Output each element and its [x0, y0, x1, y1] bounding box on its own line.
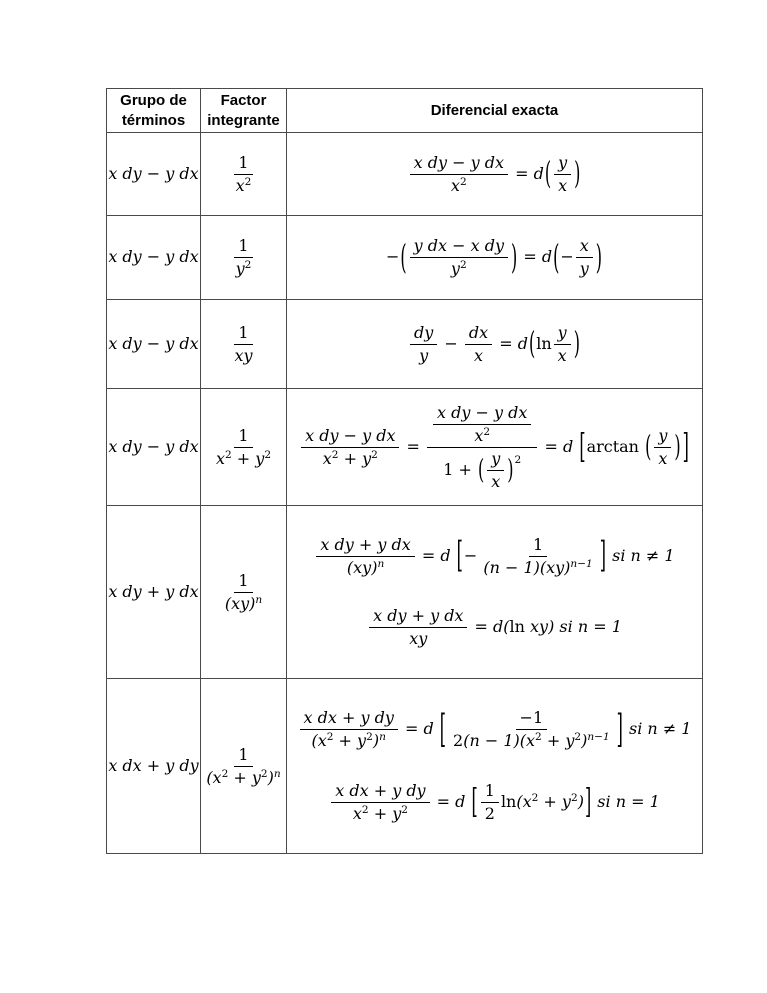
math-text: x: [558, 175, 568, 195]
math-delimiter: [: [579, 426, 586, 466]
math-text: x dx + y dy: [335, 780, 426, 800]
math-superscript: 2: [326, 731, 334, 744]
math-text-upright: 1: [238, 570, 249, 590]
math-text: −: [463, 545, 478, 565]
math-text-upright: 1: [532, 534, 544, 554]
fraction-denominator: [654, 448, 671, 469]
math-text-upright: 1: [238, 744, 249, 764]
differential-cell: [287, 679, 703, 854]
math-delimiter: ): [595, 236, 603, 277]
math-superscript: 2: [570, 791, 578, 804]
math-fraction: [576, 236, 593, 279]
fraction-numerator: [554, 323, 571, 345]
math-text: x dy + y dx: [373, 606, 464, 626]
math-text: x dx + y dy: [303, 708, 394, 728]
math-text: y: [579, 259, 589, 278]
factor-cell: [201, 300, 287, 389]
math-text: + y: [231, 448, 265, 468]
math-text: ): [372, 731, 380, 751]
math-fraction: [316, 535, 414, 578]
fraction-numerator: [481, 781, 499, 803]
math-delimiter: ): [674, 429, 681, 464]
math-text: = d: [509, 163, 544, 183]
math-text: dy: [414, 322, 434, 342]
differential-cell: [287, 506, 703, 679]
math-text: y: [658, 425, 668, 445]
group-cell: [107, 389, 201, 506]
math-formula: [108, 334, 198, 355]
math-fraction: [433, 403, 531, 446]
fraction-numerator: [234, 323, 252, 345]
math-superscript: n−1: [570, 557, 593, 570]
math-text-upright: ln: [509, 617, 525, 637]
math-fraction: [554, 153, 571, 196]
math-formula: [228, 323, 258, 366]
fraction-denominator: [447, 258, 471, 279]
math-fraction: [331, 781, 429, 824]
math-text: xy: [234, 345, 253, 365]
math-delimiter: [: [456, 534, 463, 576]
math-fraction: [554, 323, 571, 366]
group-cell: [107, 506, 201, 679]
math-formula: [108, 247, 198, 268]
math-text: x dy − y dx: [437, 402, 528, 422]
math-formula: [408, 153, 582, 196]
math-fraction: [449, 708, 614, 751]
math-text: = d: [518, 247, 553, 266]
differential-cell: [287, 216, 703, 300]
math-text: = d: [494, 333, 528, 353]
math-superscript: 2: [535, 731, 542, 744]
math-fraction: [410, 323, 437, 366]
math-text: (x: [516, 791, 532, 811]
group-cell: [107, 679, 201, 854]
math-text: y dx − x dy: [413, 236, 504, 255]
math-text: y: [450, 259, 460, 278]
math-delimiter: ]: [584, 781, 592, 822]
fraction-numerator: [554, 153, 571, 175]
math-superscript: n−1: [587, 731, 610, 744]
math-delimiter: ]: [616, 705, 623, 752]
column-header-diferencial-exacta: Diferencial exacta: [287, 89, 703, 133]
math-text-upright: 1: [443, 459, 454, 479]
fraction-numerator: [331, 781, 429, 803]
math-formula: [230, 153, 258, 196]
math-text: ): [577, 791, 584, 811]
fraction-numerator: [301, 426, 399, 448]
math-text: x: [474, 345, 484, 365]
math-superscript: 2: [260, 767, 268, 780]
math-delimiter: ): [573, 325, 580, 362]
math-superscript: n: [255, 593, 263, 606]
math-delimiter: (: [400, 236, 407, 277]
math-text-upright: ln: [536, 333, 552, 353]
math-superscript: 2: [331, 448, 339, 461]
integrating-factors-table: [106, 88, 703, 854]
math-text: −: [439, 333, 463, 353]
math-text: xy: [409, 629, 428, 649]
math-text: (xy): [224, 593, 256, 613]
math-text: + y: [368, 803, 402, 823]
differential-cell: [287, 300, 703, 389]
math-text: x: [215, 448, 225, 468]
fraction-denominator: [221, 593, 266, 614]
math-text: x dy − y dx: [108, 333, 199, 353]
math-text-upright: 1: [238, 152, 249, 172]
fraction-denominator: [479, 557, 596, 578]
math-formula: [314, 535, 674, 578]
group-cell: [107, 300, 201, 389]
fraction-denominator: [447, 175, 471, 196]
math-text: (x: [311, 731, 327, 751]
math-fraction: [300, 708, 398, 751]
math-fraction: [410, 153, 508, 196]
math-delimiter: ): [574, 155, 581, 192]
math-text: y: [235, 259, 245, 278]
math-text: = d(: [469, 617, 510, 637]
factor-cell: [201, 389, 287, 506]
math-fraction: [232, 236, 256, 279]
math-text: x: [658, 448, 668, 468]
math-text-upright: 2: [484, 803, 495, 823]
fraction-numerator: [300, 708, 398, 730]
math-text: (x: [206, 767, 222, 787]
math-superscript: 2: [244, 175, 252, 188]
math-fraction: [487, 449, 504, 492]
group-cell: [107, 216, 201, 300]
factor-cell: [201, 216, 287, 300]
math-delimiter: (: [645, 429, 652, 464]
math-delimiter: ): [507, 453, 514, 486]
math-delimiter: (: [553, 236, 560, 277]
math-text-upright: 1: [238, 236, 249, 255]
math-superscript: n: [273, 767, 281, 780]
differential-cell: [287, 389, 703, 506]
math-text: x: [579, 236, 589, 255]
math-text: x: [491, 471, 501, 491]
math-text: ): [267, 767, 274, 787]
column-header-grupo-de-terminos: Grupo de términos: [107, 89, 201, 133]
math-superscript: 2: [514, 453, 522, 466]
math-text-upright: 1: [238, 322, 249, 342]
math-fraction: [232, 153, 256, 196]
fraction-numerator: [410, 153, 508, 175]
fraction-denominator: [576, 258, 593, 279]
fraction-numerator: [316, 535, 414, 557]
math-superscript: 2: [221, 767, 229, 780]
math-text: =: [401, 436, 426, 456]
math-text: = d: [539, 436, 579, 456]
math-superscript: 2: [459, 175, 467, 188]
math-formula: [386, 236, 603, 279]
math-superscript: 2: [483, 425, 491, 438]
math-text: ): [581, 731, 588, 751]
fraction-denominator: [405, 628, 431, 649]
math-text: x: [557, 345, 567, 365]
math-fraction: [481, 781, 499, 824]
math-text: x: [474, 425, 484, 445]
math-superscript: 2: [224, 448, 232, 461]
math-superscript: 2: [531, 791, 539, 804]
math-superscript: 2: [574, 731, 582, 744]
math-text: x dy − y dx: [413, 152, 504, 172]
column-header-factor-integrante: Factor integrante: [201, 89, 287, 133]
math-text-upright: 2: [453, 731, 464, 751]
math-text: x dy + y dx: [320, 534, 411, 554]
math-text: + y: [338, 448, 372, 468]
math-fraction: [369, 606, 467, 649]
math-formula: [298, 705, 692, 752]
fraction-denominator: [307, 730, 389, 751]
math-text: y: [558, 152, 568, 172]
math-superscript: 2: [401, 803, 408, 816]
math-text: x: [235, 175, 245, 195]
math-text-upright: 1: [238, 425, 249, 445]
fraction-numerator: [529, 535, 547, 557]
math-delimiter: ): [510, 236, 518, 277]
math-text: + y: [228, 767, 261, 787]
fraction-denominator: [319, 448, 382, 469]
factor-cell: [201, 679, 287, 854]
math-superscript: 2: [361, 803, 369, 816]
fraction-numerator: [487, 449, 504, 471]
math-text: y: [491, 448, 501, 468]
math-fraction: [465, 323, 492, 366]
math-superscript: 2: [459, 259, 467, 272]
fraction-denominator: [439, 448, 525, 492]
fraction-numerator: [516, 708, 548, 730]
fraction-denominator: [449, 730, 614, 751]
math-text: x dy − y dx: [108, 436, 199, 456]
math-text: x dy − y dx: [305, 425, 396, 445]
math-text: x dx + y dy: [108, 755, 199, 775]
math-text: = d: [399, 719, 439, 739]
math-superscript: n: [379, 731, 386, 744]
math-text: x: [352, 803, 362, 823]
fraction-denominator: [470, 425, 494, 446]
factor-cell: [201, 506, 287, 679]
math-text: +: [453, 459, 477, 479]
math-formula: [408, 323, 581, 366]
math-text: −: [560, 247, 574, 266]
math-delimiter: ]: [599, 534, 607, 576]
math-fraction: [221, 571, 266, 614]
math-text: + y: [541, 731, 575, 751]
math-delimiter: (: [528, 325, 536, 362]
math-fraction: [427, 403, 537, 492]
math-text: = d: [431, 791, 471, 811]
math-superscript: 2: [244, 259, 252, 272]
fraction-numerator: [410, 323, 437, 345]
fraction-numerator: [410, 236, 508, 258]
math-formula: [108, 164, 198, 185]
math-superscript: n: [377, 557, 385, 570]
fraction-denominator: [232, 175, 256, 196]
math-fraction: [479, 535, 596, 578]
math-formula: [329, 781, 660, 824]
factor-cell: [201, 133, 287, 216]
math-fraction: [301, 426, 399, 469]
fraction-denominator: [470, 345, 487, 366]
fraction-denominator: [230, 345, 256, 366]
fraction-denominator: [487, 471, 504, 492]
fraction-denominator: [554, 175, 571, 196]
math-text-upright: −1: [519, 708, 544, 728]
fraction-numerator: [234, 153, 252, 175]
math-delimiter: (: [544, 155, 552, 192]
fraction-denominator: [202, 767, 284, 788]
math-formula: [108, 756, 198, 777]
fraction-denominator: [415, 345, 432, 366]
group-cell: [107, 133, 201, 216]
math-text: x dy − y dx: [108, 163, 199, 183]
fraction-denominator: [343, 557, 388, 578]
math-formula: [219, 571, 268, 614]
fraction-numerator: [433, 403, 531, 425]
fraction-denominator: [481, 803, 499, 824]
math-formula: [299, 403, 690, 492]
math-superscript: 2: [366, 731, 373, 744]
math-text: (n − 1)(x: [463, 731, 536, 751]
math-text: + y: [333, 731, 367, 751]
math-text: x dy + y dx: [108, 581, 199, 601]
fraction-denominator: [212, 448, 275, 469]
math-text: x dy − y dx: [108, 247, 199, 267]
math-fraction: [410, 236, 508, 279]
math-text: x: [450, 175, 460, 195]
math-text-upright: 1: [484, 780, 495, 800]
fraction-numerator: [654, 426, 671, 448]
fraction-numerator: [234, 745, 252, 767]
math-fraction: [654, 426, 671, 469]
math-text-upright: arctan: [586, 436, 645, 456]
math-text: si n = 1: [592, 791, 660, 811]
math-delimiter: [: [439, 705, 447, 752]
fraction-numerator: [465, 323, 492, 345]
math-text: + y: [538, 791, 571, 811]
fraction-denominator: [232, 258, 256, 279]
fraction-numerator: [234, 426, 252, 448]
math-formula: [108, 582, 198, 603]
math-text: xy) si n = 1: [524, 617, 622, 637]
math-fraction: [230, 323, 256, 366]
math-formula: [210, 426, 277, 469]
math-text: x: [322, 448, 332, 468]
differential-cell: [287, 133, 703, 216]
fraction-numerator: [234, 236, 252, 258]
math-text: dx: [468, 322, 489, 342]
fraction-numerator: [576, 236, 593, 258]
math-delimiter: (: [477, 453, 485, 486]
math-text: = d: [416, 545, 456, 565]
math-fraction: [202, 745, 284, 788]
math-delimiter: ]: [682, 426, 689, 466]
math-fraction: [212, 426, 275, 469]
math-text: (n − 1)(xy): [483, 557, 571, 577]
math-text: (xy): [346, 557, 378, 577]
math-superscript: 2: [264, 448, 272, 461]
fraction-numerator: [369, 606, 467, 628]
math-text-upright: ln: [500, 791, 517, 811]
math-delimiter: [: [471, 781, 478, 822]
fraction-denominator: [349, 803, 412, 824]
math-formula: [200, 745, 286, 788]
math-text: −: [385, 247, 400, 266]
math-formula: [230, 236, 258, 279]
fraction-numerator: [427, 403, 537, 448]
math-text: y: [557, 322, 567, 342]
fraction-numerator: [234, 571, 252, 593]
math-formula: [108, 437, 198, 458]
math-formula: [367, 606, 622, 649]
fraction-denominator: [554, 345, 571, 366]
math-text: si n ≠ 1: [623, 719, 692, 739]
math-text: si n ≠ 1: [607, 545, 675, 565]
math-superscript: 2: [371, 448, 378, 461]
math-text: y: [419, 345, 429, 365]
